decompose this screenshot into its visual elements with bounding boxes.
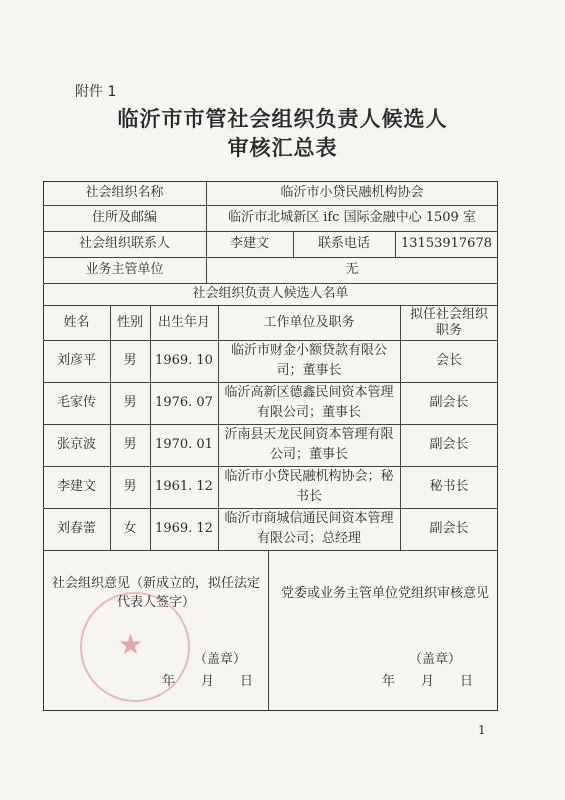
candidate-gender: 女	[123, 521, 137, 536]
candidate-position: 会长	[435, 353, 462, 368]
page-title-line1: 临沂市市管社会组织负责人候选人	[117, 106, 448, 131]
phone-value: 13153917678	[401, 236, 492, 251]
page-number: 1	[478, 723, 486, 737]
page-title-line2: 审核汇总表	[227, 135, 338, 160]
candidate-gender: 男	[123, 437, 137, 452]
address-label: 住所及邮编	[91, 210, 157, 225]
candidate-name: 张京波	[56, 437, 96, 452]
party-seal-label: （盖章）	[408, 652, 461, 667]
candidate-birth: 1976. 07	[155, 395, 213, 410]
party-date-label: 年 月 日	[381, 674, 473, 689]
contact-label: 社会组织联系人	[78, 236, 170, 251]
candidate-birth: 1961. 12	[155, 479, 213, 494]
row-divider	[43, 550, 498, 551]
header-position: 拟任社会组织职务	[409, 306, 488, 338]
org-name-label: 社会组织名称	[85, 185, 164, 200]
candidate-gender: 男	[123, 395, 137, 410]
org-name-value: 临沂市小贷民融机构协会	[280, 185, 424, 200]
candidate-position: 副会长	[429, 437, 469, 452]
candidate-name: 毛家传	[56, 395, 96, 410]
candidate-birth: 1969. 12	[155, 521, 213, 536]
col-divider	[268, 550, 269, 711]
contact-value: 李建文	[229, 236, 269, 251]
header-birth: 出生年月	[157, 314, 210, 330]
candidate-gender: 男	[123, 479, 137, 494]
header-workplace: 工作单位及职务	[263, 314, 355, 330]
party-opinion-title: 党委或业务主管单位党组织审核意见	[280, 585, 489, 601]
candidate-name: 刘春蕾	[56, 521, 96, 536]
org-seal-label: （盖章）	[193, 652, 246, 667]
candidate-workplace: 临沂市小贷民融机构协会；秘书长	[224, 469, 394, 504]
attachment-label: 附件 1	[75, 84, 117, 100]
supervisor-label: 业务主管单位	[85, 262, 164, 277]
candidate-section-title: 社会组织负责人候选人名单	[192, 286, 349, 301]
org-opinion-title: 社会组织意见（新成立的，拟任法定代表人签字）	[51, 576, 260, 610]
candidate-workplace: 临沂市财金小额贷款有限公司；董事长	[230, 343, 387, 378]
seal-star-icon: ★	[118, 628, 144, 661]
col-divider	[218, 305, 219, 550]
candidate-workplace: 临沂市商城信通民间资本管理有限公司；总经理	[224, 511, 394, 546]
candidate-birth: 1969. 10	[155, 353, 213, 368]
header-gender: 性别	[116, 314, 143, 330]
supervisor-value: 无	[345, 262, 359, 277]
candidate-position: 副会长	[429, 521, 469, 536]
candidate-position: 秘书长	[429, 479, 469, 494]
phone-label: 联系电话	[317, 236, 370, 251]
candidate-birth: 1970. 01	[155, 437, 213, 452]
candidate-gender: 男	[123, 353, 137, 368]
candidate-position: 副会长	[429, 395, 469, 410]
org-date-label: 年 月 日	[161, 674, 253, 689]
candidate-name: 李建文	[56, 479, 96, 494]
candidate-workplace: 沂南县天龙民间资本管理有限公司；董事长	[224, 427, 394, 462]
header-name: 姓名	[63, 314, 90, 330]
address-value: 临沂市北城新区 ifc 国际金融中心 1509 室	[228, 210, 476, 225]
candidate-workplace: 临沂高新区德鑫民间资本管理有限公司；董事长	[224, 385, 394, 420]
candidate-name: 刘彦平	[56, 353, 96, 368]
